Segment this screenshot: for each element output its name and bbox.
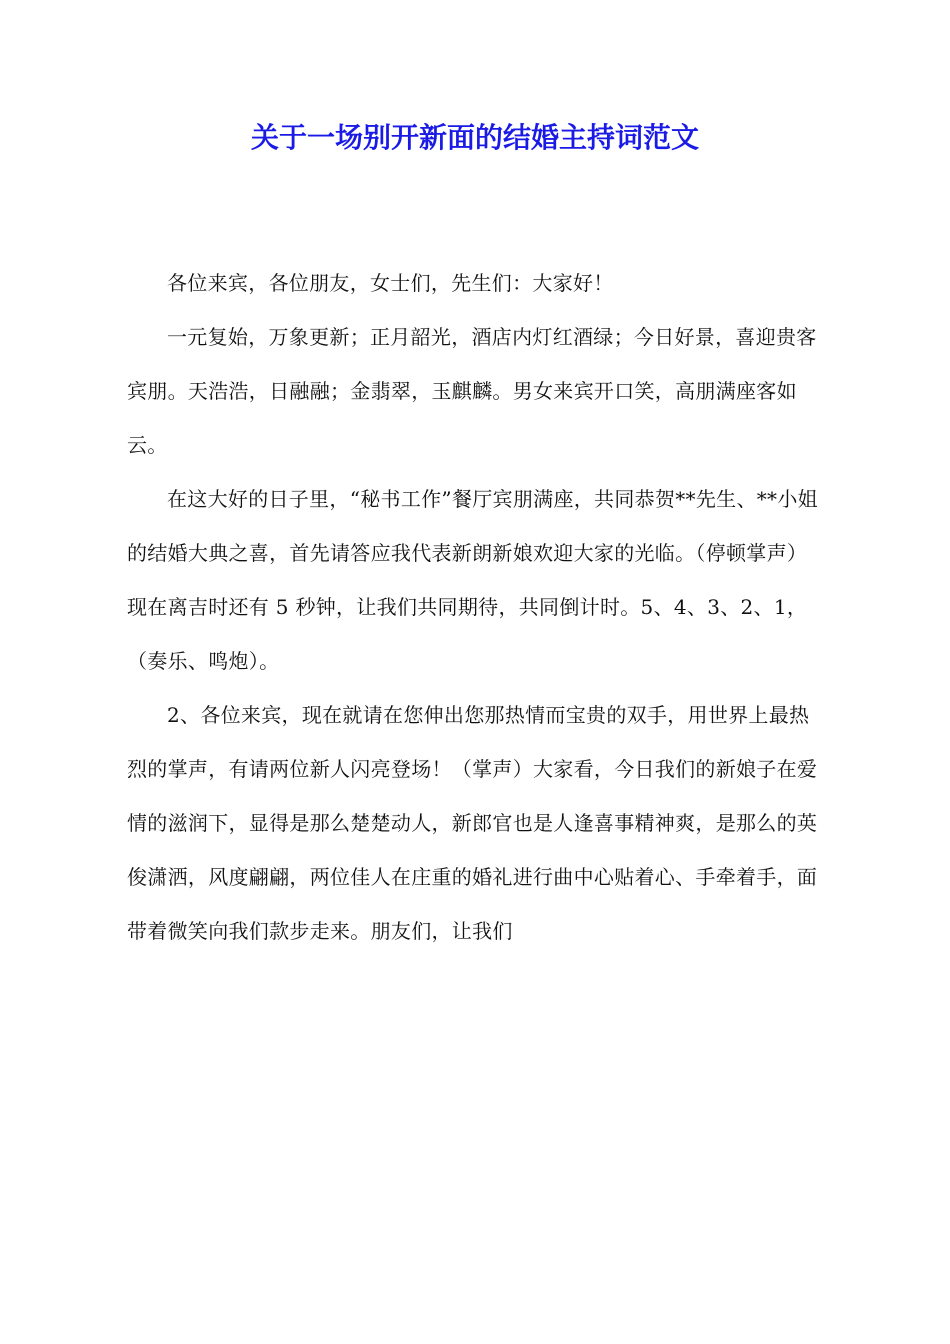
paragraph-greeting: 各位来宾，各位朋友，女士们，先生们：大家好！	[167, 271, 614, 295]
document-title: 关于一场别开新面的结婚主持词范文	[250, 121, 699, 154]
document-body	[127, 256, 827, 958]
paragraph-countdown: 在这大好的日子里，“秘书工作”餐厅宾朋满座，共同恭贺**先生、**小姐的结婚大典之喜，首先请答应我代表新朗新娘欢迎大家的光临。（停顿掌声）现在离吉时还有 5 秒钟，让我们共同期待，共同倒计时。5、4、3、2、1，（奏乐、鸣炮）。	[127, 487, 818, 673]
paragraph-opening: 一元复始，万象更新；正月韶光，酒店内灯红酒绿；今日好景，喜迎贵客宾朋。天浩浩，日融融；金翡翠，玉麒麟。男女来宾开口笑，高朋满座客如云。	[127, 325, 817, 457]
paragraph-entrance: 2、各位来宾，现在就请在您伸出您那热情而宝贵的双手，用世界上最热烈的掌声，有请两位新人闪亮登场！（掌声）大家看，今日我们的新娘子在爱情的滋润下，显得是那么楚楚动人，新郎官也是人逢喜事精神爽，是那么的英俊潇洒，风度翩翩，两位佳人在庄重的婚礼进行曲中心贴着心、手牵着手，面带着微笑向我们款步走来。朋友们，让我们	[127, 703, 818, 943]
